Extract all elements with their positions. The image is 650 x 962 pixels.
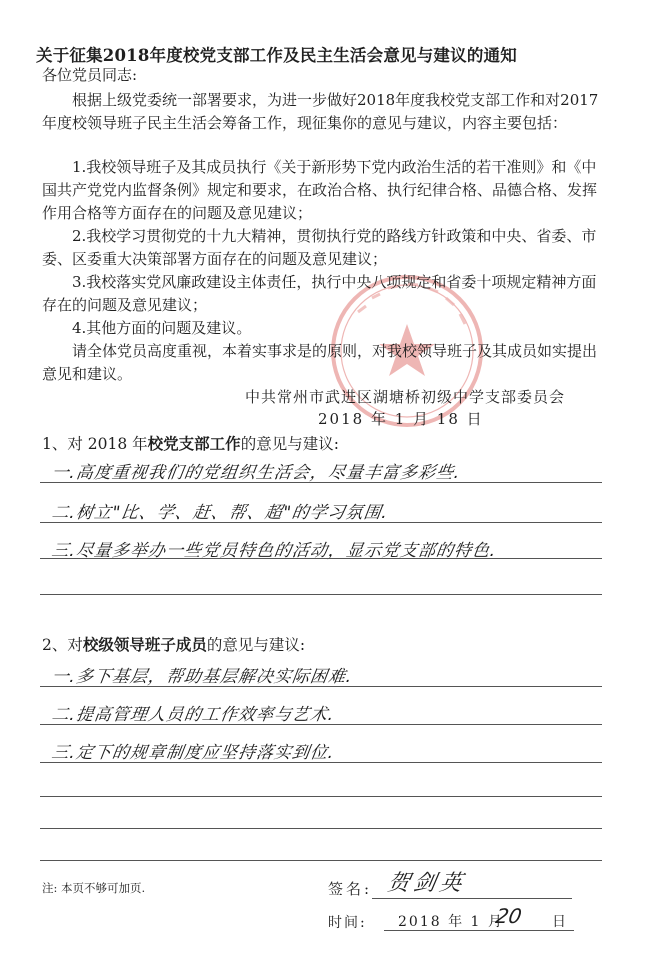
answer-line	[40, 860, 602, 861]
time-label: 时间:	[328, 915, 367, 931]
section-2-answer-2: 二.提高管理人员的工作效率与艺术.	[50, 705, 336, 725]
answer-line	[40, 724, 602, 725]
notice-title: 关于征集2018年度校党支部工作及民主生活会意见与建议的通知	[36, 46, 517, 65]
answer-line	[40, 594, 602, 595]
signature: 贺剑英	[385, 871, 468, 896]
time-day-suffix: 日	[552, 914, 566, 930]
content-item-1: 1.我校领导班子及其成员执行《关于新形势下党内政治生活的若干准则》和《中国共产党党内监督条例》规定和要求，在政治合格、执行纪律合格、品德合格、发挥作用合格等方面存在的问题及意见建议；	[42, 158, 598, 222]
time-year-month: 2018 年 1 月	[398, 914, 504, 930]
time-line	[384, 930, 574, 931]
section-2-answer-1: 一.多下基层，帮助基层解决实际困难.	[50, 667, 354, 687]
answer-line	[40, 558, 602, 559]
signature-label: 签名:	[328, 880, 373, 898]
issuer: 中共常州市武进区湖塘桥初级中学支部委员会	[245, 388, 566, 406]
section-1-answer-2: 二.树立"比、学、赶、帮、超"的学习氛围.	[50, 503, 390, 523]
content-item-4: 4.其他方面的问题及建议。	[72, 319, 252, 337]
answer-line	[40, 762, 602, 763]
signature-line	[372, 898, 572, 899]
section-2-heading: 2、对校级领导班子成员的意见与建议:	[42, 635, 306, 654]
answer-line	[40, 796, 602, 797]
section-1-answer-3: 三.尽量多举办一些党员特色的活动，显示党支部的特色.	[50, 541, 498, 561]
footer-note: 注: 本页不够可加页.	[42, 881, 146, 895]
answer-line	[40, 828, 602, 829]
answer-line	[40, 482, 602, 483]
section-1-answer-1: 一.高度重视我们的党组织生活会，尽量丰富多彩些.	[50, 463, 462, 483]
section-1-heading: 1、对 2018 年校党支部工作的意见与建议:	[42, 434, 339, 453]
content-item-3: 3.我校落实党风廉政建设主体责任，执行中央八项规定和省委十项规定精神方面存在的问题及意见建议；	[42, 273, 597, 314]
answer-line	[40, 522, 602, 523]
section-2-answer-3: 三.定下的规章制度应坚持落实到位.	[50, 743, 336, 763]
salutation: 各位党员同志:	[42, 66, 138, 84]
closing-paragraph: 请全体党员高度重视，本着实事求是的原则，对我校领导班子及其成员如实提出意见和建议。	[42, 342, 598, 383]
issue-date: 2018 年 1 月 18 日	[318, 410, 484, 428]
content-item-2: 2.我校学习贯彻党的十九大精神，贯彻执行党的路线方针政策和中央、省委、市委、区委重大决策部署方面存在的问题及意见建议；	[42, 227, 597, 268]
intro-paragraph: 根据上级党委统一部署要求，为进一步做好2018年度我校党支部工作和对2017年度校领导班子民主生活会筹备工作，现征集你的意见与建议，内容主要包括：	[42, 91, 599, 132]
answer-line	[40, 686, 602, 687]
time-day: 20	[493, 904, 524, 928]
